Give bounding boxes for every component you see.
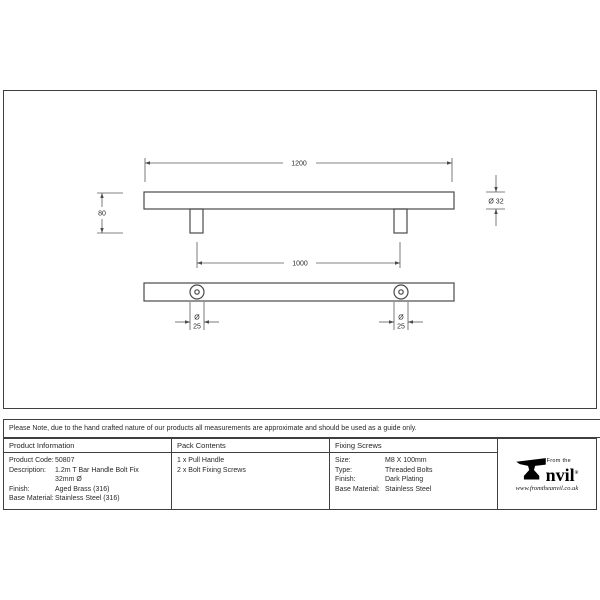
product-code-value: 50807 — [55, 457, 75, 464]
dim-height-label: 80 — [98, 210, 106, 218]
dim-left-hole-value: 25 — [193, 323, 201, 331]
anvil-logo — [498, 439, 596, 509]
logo-name: nvil — [545, 464, 575, 485]
finish-value: Aged Brass (316) — [55, 485, 110, 493]
anvil-icon — [516, 457, 546, 483]
screw-size-value: M8 X 100mm — [385, 457, 427, 464]
screw-material-value: Stainless Steel — [385, 485, 432, 493]
front-view-bar — [144, 192, 454, 209]
dim-length-label: 1200 — [291, 160, 307, 168]
plan-view-left-hole-center — [195, 290, 199, 294]
pack-contents-header: Pack Contents — [172, 439, 329, 453]
spec-table — [3, 438, 597, 510]
dimension-left-hole-diameter — [175, 302, 219, 331]
screw-type-row — [335, 466, 495, 476]
description-value: 1.2m T Bar Handle Bolt Fix — [55, 466, 139, 474]
product-information-column — [4, 439, 172, 509]
screw-finish-row — [335, 475, 495, 485]
plan-view-right-hole — [394, 285, 408, 299]
dimension-fixing-centres — [197, 242, 400, 268]
screw-material-row — [335, 485, 495, 495]
logo-website: www.fromtheanvil.co.uk — [515, 484, 579, 492]
base-material-row — [9, 494, 169, 504]
dim-diameter-label: Ø 32 — [488, 198, 504, 206]
dimension-right-hole-diameter — [379, 302, 423, 331]
plan-view-right-hole-center — [399, 290, 403, 294]
description-row — [9, 466, 169, 476]
product-code-label: Product Code: — [9, 457, 54, 464]
product-information-header: Product Information — [4, 439, 171, 453]
dim-left-hole-symbol: Ø — [194, 314, 200, 322]
base-material-label: Base Material: — [9, 495, 54, 503]
registered-trademark-icon: ® — [574, 470, 579, 476]
pack-contents-column — [172, 439, 330, 509]
brand-column — [498, 439, 596, 509]
logo-tagline: From the — [546, 458, 572, 464]
product-code-row — [9, 456, 169, 466]
front-view-right-leg — [394, 209, 407, 233]
handle-technical-drawing — [4, 91, 596, 408]
dim-centres-label: 1000 — [292, 260, 308, 268]
dimension-overall-length — [145, 158, 452, 182]
dim-right-hole-value: 25 — [397, 323, 405, 331]
dim-right-hole-symbol: Ø — [398, 314, 404, 322]
plan-view-left-hole — [190, 285, 204, 299]
screw-finish-label: Finish: — [335, 476, 356, 484]
screw-type-label: Type: — [335, 466, 353, 474]
description-label: Description: — [9, 466, 46, 474]
front-view-left-leg — [190, 209, 203, 233]
technical-drawing-panel — [3, 90, 597, 409]
screw-material-label: Base Material: — [335, 485, 380, 493]
base-material-value: Stainless Steel (316) — [55, 495, 120, 503]
screw-size-label: Size: — [335, 457, 351, 464]
fixing-screws-column — [330, 439, 498, 509]
fixing-screws-header: Fixing Screws — [330, 439, 497, 453]
description-value-2: 32mm Ø — [55, 476, 82, 484]
screw-finish-value: Dark Plating — [385, 476, 424, 484]
screw-size-row — [335, 456, 495, 466]
finish-label: Finish: — [9, 485, 30, 493]
measurement-note: Please Note, due to the hand crafted nature of our products all measurements are approximate and should be used as a guide only. — [3, 419, 600, 438]
finish-row — [9, 485, 169, 495]
dimension-overall-height — [97, 193, 123, 233]
screw-type-value: Threaded Bolts — [385, 466, 433, 474]
description-row-2 — [9, 475, 169, 485]
pack-item: 1 x Pull Handle — [177, 457, 225, 464]
pack-item: 2 x Bolt Fixing Screws — [177, 466, 246, 474]
dimension-bar-diameter — [486, 175, 505, 226]
